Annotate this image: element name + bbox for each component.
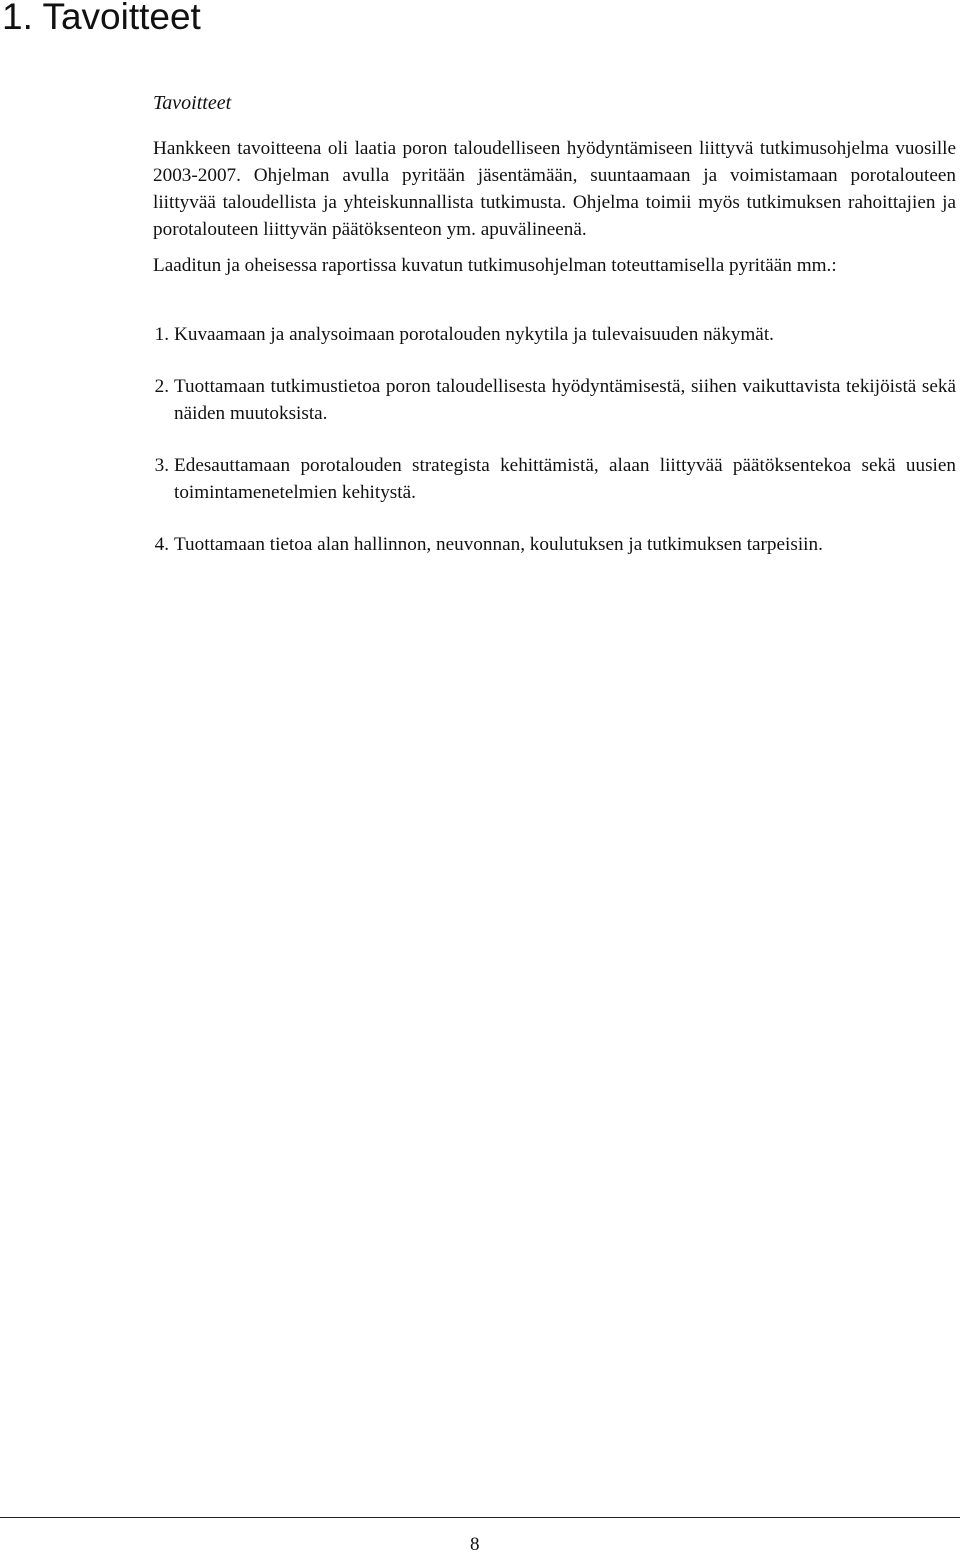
goals-lead-paragraph: Laaditun ja oheisessa raportissa kuvatun tutkimusohjelman toteuttamisella pyritään mm.:: [153, 255, 837, 276]
section-title: Tavoitteet: [153, 92, 232, 114]
goal-text: Tuottamaan tutkimustietoa poron taloudellisesta hyödyntämisestä, siihen vaikuttavista tekijöistä sekä näiden muutoksista.: [174, 376, 956, 424]
page-heading: 1. Tavoitteet: [2, 0, 201, 37]
goal-item-1: [153, 321, 956, 348]
goal-text: Edesauttamaan porotalouden strategista kehittämistä, alaan liittyvää päätöksentekoa sekä uusien toimintamenetelmien kehitystä.: [174, 455, 956, 503]
intro-paragraph: Hankkeen tavoitteena oli laatia poron taloudelliseen hyödyntämiseen liittyvä tutkimusohjelma vuosille 2003-2007. Ohjelman avulla pyritään jäsentämään, suuntaamaan ja voimistamaan porotalouteen liittyvää taloudellista ja yhteiskunnallista tutkimusta. Ohjelma toimii myös tutkimuksen rahoittajien ja porotalouteen liittyvän päätöksenteon ym. apuvälineenä.: [153, 138, 956, 240]
goal-list: [153, 321, 956, 558]
goal-text: Kuvaamaan ja analysoimaan porotalouden nykytila ja tulevaisuuden näkymät.: [174, 324, 774, 345]
goal-number: 4.: [154, 534, 169, 555]
goal-item-4: [153, 531, 956, 558]
document-body: [153, 89, 956, 558]
footer-divider: [0, 1517, 960, 1518]
goal-number: 3.: [154, 455, 169, 476]
goal-number: 1.: [154, 324, 169, 345]
page-number: 8: [470, 1534, 480, 1555]
goal-text: Tuottamaan tietoa alan hallinnon, neuvonnan, koulutuksen ja tutkimuksen tarpeisiin.: [174, 534, 823, 555]
goal-item-3: [153, 452, 956, 506]
goal-number: 2.: [154, 376, 169, 397]
goal-item-2: [153, 373, 956, 427]
